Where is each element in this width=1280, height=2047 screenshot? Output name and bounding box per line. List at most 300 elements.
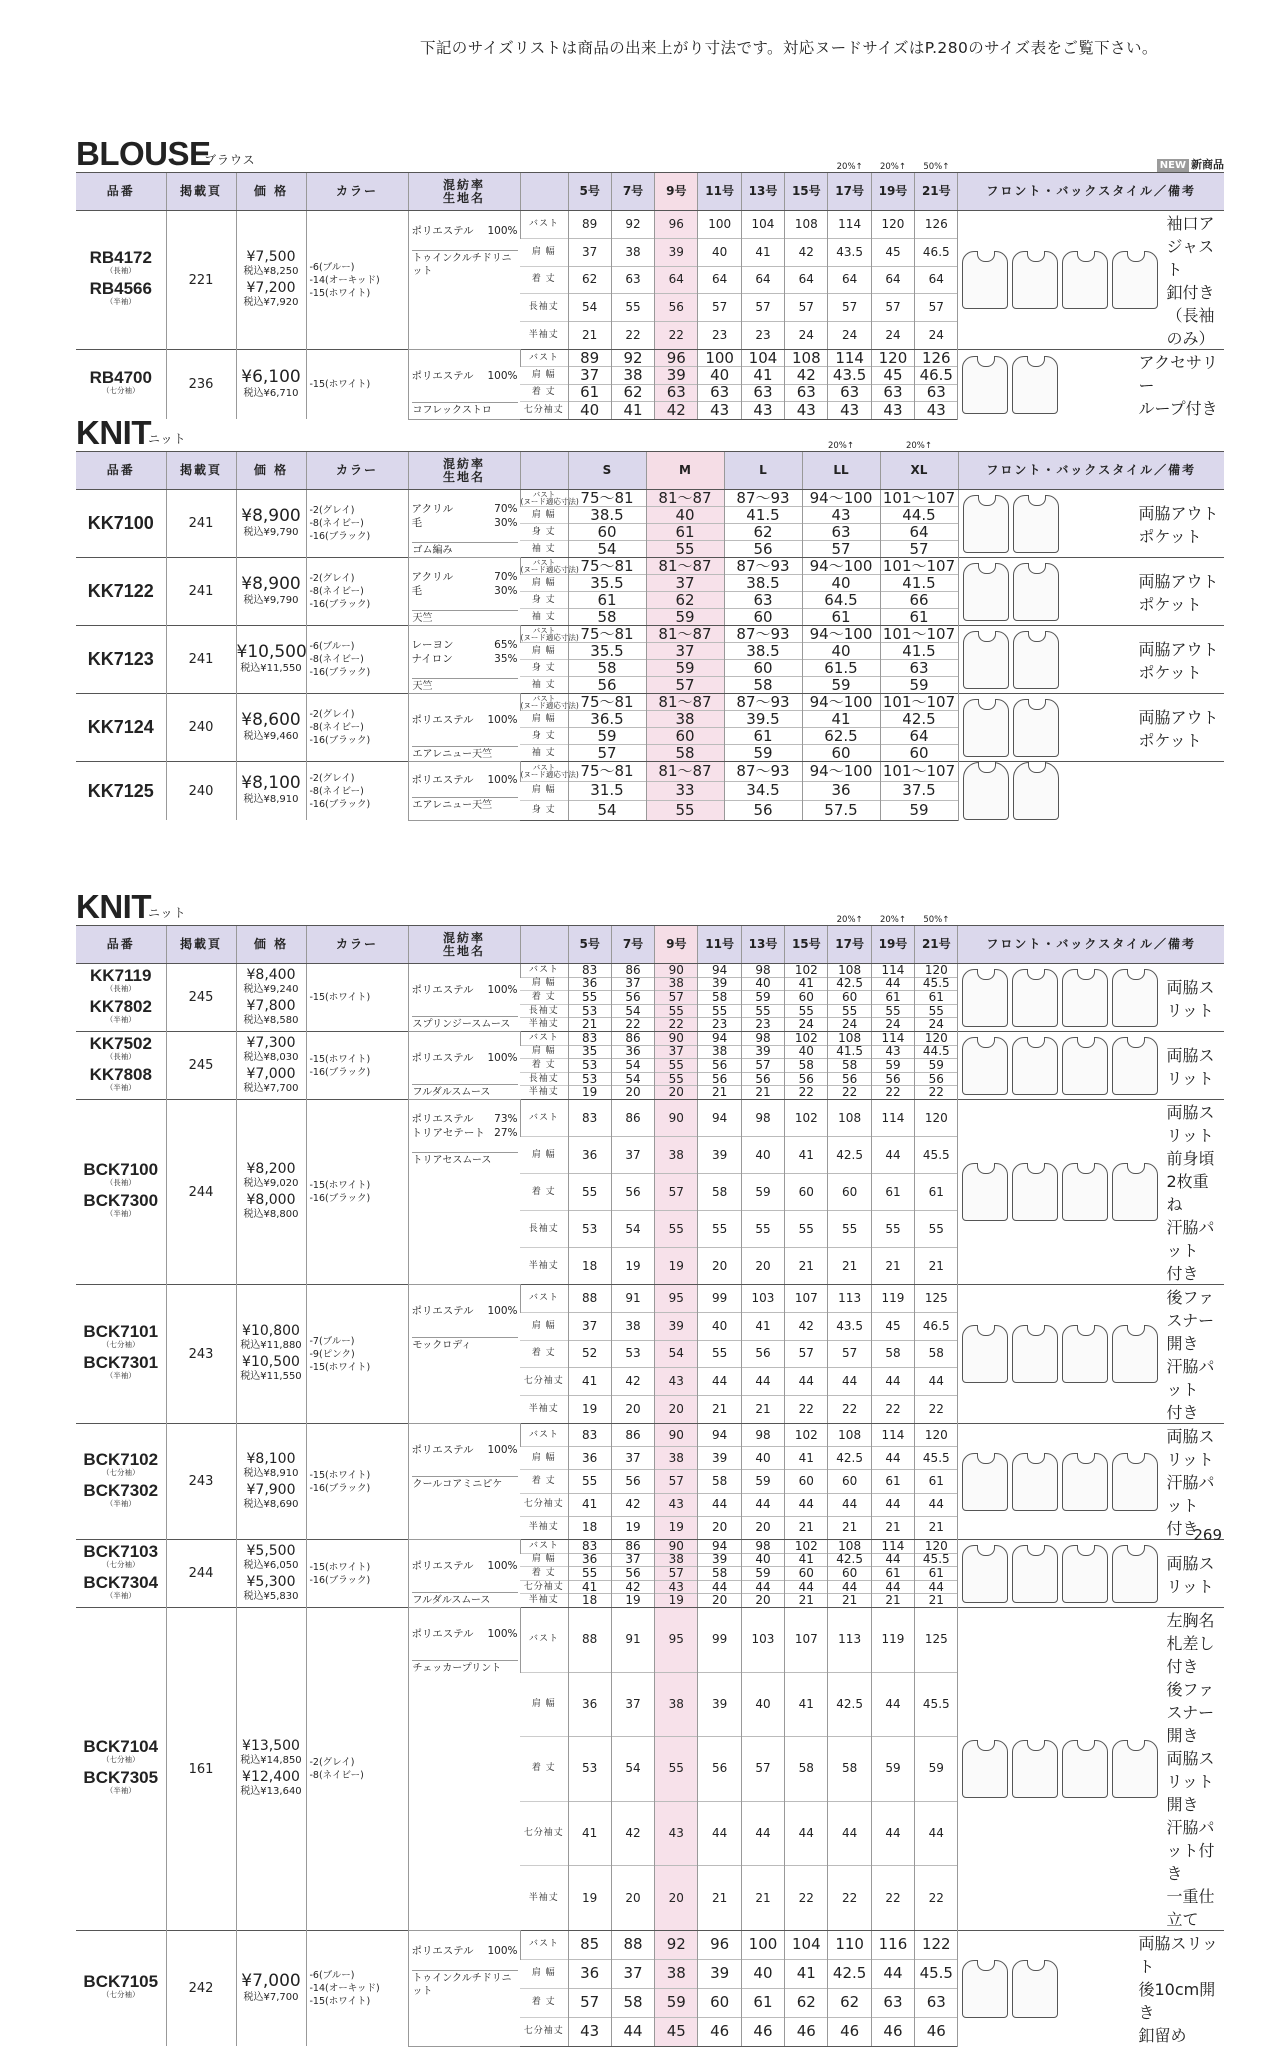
product-code-cell bbox=[76, 490, 166, 558]
size-value: 53 bbox=[568, 1004, 611, 1018]
garment-icon bbox=[1062, 1453, 1108, 1511]
size-value: 37 bbox=[646, 643, 724, 660]
size-value: 55 bbox=[698, 1340, 741, 1368]
size-value: 43 bbox=[785, 402, 828, 419]
size-value: 58 bbox=[828, 1737, 871, 1802]
size-value: 61 bbox=[741, 1988, 784, 2017]
size-value: 88 bbox=[611, 1931, 654, 1960]
size-value: 63 bbox=[828, 384, 871, 401]
garment-icon bbox=[1012, 251, 1058, 309]
size-value: 86 bbox=[611, 1032, 654, 1046]
color-option: -8(ネイビー) bbox=[309, 1770, 364, 1781]
style-note: 両脇アウトポケット bbox=[1138, 503, 1219, 546]
product-code-cell bbox=[76, 350, 166, 420]
size-value: 59 bbox=[915, 1737, 958, 1802]
size-value: 46 bbox=[871, 2017, 914, 2046]
size-value: 61.5 bbox=[802, 660, 880, 677]
product-sleeve: （半袖） bbox=[105, 1371, 136, 1380]
table-header-row bbox=[76, 173, 1224, 211]
catalog-page: 241 bbox=[166, 490, 236, 558]
size-value: 81〜87 bbox=[646, 694, 724, 711]
table-row bbox=[76, 490, 1224, 507]
garment-icon bbox=[963, 631, 1009, 689]
color-cell bbox=[306, 626, 408, 694]
measure-label: 肩 幅 bbox=[520, 977, 568, 991]
price-tax-incl: 税込¥7,700 bbox=[243, 1082, 299, 1094]
size-value: 21 bbox=[741, 1866, 784, 1931]
size-value: 92 bbox=[611, 350, 654, 367]
fiber-percent: 27% bbox=[494, 1127, 518, 1139]
fiber-percent: 30% bbox=[494, 585, 518, 597]
size-value: 42.5 bbox=[828, 1137, 871, 1174]
garment-icon bbox=[962, 356, 1008, 414]
fiber-name: ポリエステル bbox=[411, 1305, 474, 1317]
price-tax-incl: 税込¥8,910 bbox=[243, 794, 299, 805]
price-tax-incl: 税込¥8,690 bbox=[243, 1498, 299, 1510]
size-value: 39 bbox=[698, 1447, 741, 1470]
size-value: 59 bbox=[880, 801, 958, 821]
blend-cell bbox=[408, 350, 520, 420]
size-value: 44 bbox=[915, 1493, 958, 1516]
color-cell bbox=[306, 211, 408, 350]
size-value: 44 bbox=[828, 1801, 871, 1866]
size-value: 62.5 bbox=[802, 728, 880, 745]
style-note: 両脇スリット 後10cm開き 釦留め bbox=[1138, 1934, 1218, 2045]
price-tax-incl: 税込¥8,030 bbox=[243, 1051, 299, 1063]
size-value: 40 bbox=[741, 1137, 784, 1174]
style-cell bbox=[958, 964, 1224, 1032]
header-price: 価 格 bbox=[236, 173, 306, 211]
fabric-name: トリアセスムース bbox=[412, 1152, 518, 1167]
section-subtitle: ニット bbox=[148, 906, 187, 920]
style-cell bbox=[958, 1931, 1224, 2047]
size-value: 45 bbox=[871, 1312, 914, 1340]
fiber-name: レーヨン bbox=[411, 639, 454, 651]
size-value: 81〜87 bbox=[646, 558, 724, 575]
size-value: 20 bbox=[698, 1248, 741, 1285]
size-value: 22 bbox=[915, 1396, 958, 1424]
size-value: 20 bbox=[741, 1248, 784, 1285]
style-cell bbox=[958, 558, 1224, 626]
garment-icon bbox=[1012, 1163, 1058, 1221]
product-code: BCK7105 bbox=[83, 1972, 159, 1991]
size-value: 35.5 bbox=[568, 643, 646, 660]
size-value: 59 bbox=[724, 745, 802, 762]
catalog-page: 236 bbox=[166, 350, 236, 420]
size-value: 120 bbox=[915, 1540, 958, 1554]
size-value: 38 bbox=[611, 238, 654, 266]
size-value: 102 bbox=[785, 1424, 828, 1447]
size-value: 22 bbox=[828, 1866, 871, 1931]
size-value: 23 bbox=[741, 322, 784, 350]
size-value: 60 bbox=[828, 1470, 871, 1493]
size-value: 104 bbox=[785, 1931, 828, 1960]
product-code: KK7125 bbox=[87, 780, 154, 801]
size-value: 21 bbox=[871, 1516, 914, 1539]
measure-label: 肩 幅 bbox=[520, 781, 568, 801]
size-value: 20 bbox=[655, 1866, 698, 1931]
size-value: 44 bbox=[871, 1553, 914, 1567]
size-value: 41.5 bbox=[880, 643, 958, 660]
size-value: 44 bbox=[871, 977, 914, 991]
table-row bbox=[76, 350, 1224, 367]
size-value: 37 bbox=[611, 1959, 654, 1988]
measure-label: 肩 幅 bbox=[520, 1312, 568, 1340]
price: ¥10,500 bbox=[236, 641, 307, 662]
size-value: 56 bbox=[611, 1174, 654, 1211]
section-title: KNIT bbox=[76, 888, 151, 925]
style-note: アクセサリー ループ付き bbox=[1138, 353, 1218, 418]
price: ¥8,200 bbox=[246, 1161, 296, 1177]
product-code-cell bbox=[76, 694, 166, 762]
size-value: 59 bbox=[646, 609, 724, 626]
garment-icon bbox=[1062, 1325, 1108, 1383]
size-value: 43.5 bbox=[828, 238, 871, 266]
product-sleeve: （半袖） bbox=[105, 297, 136, 306]
color-cell bbox=[306, 1100, 408, 1285]
size-value: 55 bbox=[741, 1211, 784, 1248]
size-value: 19 bbox=[568, 1396, 611, 1424]
garment-illustrations bbox=[962, 1740, 1158, 1798]
size-value: 108 bbox=[828, 1540, 871, 1554]
color-option: -6(ブルー) bbox=[309, 641, 355, 652]
size-value: 56 bbox=[741, 1072, 784, 1086]
header-size: 21号 bbox=[915, 926, 958, 964]
size-value: 54 bbox=[611, 1004, 654, 1018]
size-value: 37 bbox=[568, 367, 611, 384]
size-value: 60 bbox=[724, 609, 802, 626]
size-value: 58 bbox=[568, 609, 646, 626]
size-value: 20 bbox=[611, 1396, 654, 1424]
size-value: 46 bbox=[741, 2017, 784, 2046]
size-value: 57 bbox=[655, 1567, 698, 1581]
size-value: 53 bbox=[568, 1072, 611, 1086]
garment-icon bbox=[1062, 1740, 1108, 1798]
catalog-page: 244 bbox=[166, 1100, 236, 1285]
size-value: 122 bbox=[915, 1931, 958, 1960]
product-code-cell bbox=[76, 1285, 166, 1424]
size-value: 43 bbox=[828, 402, 871, 419]
size-value: 61 bbox=[915, 1174, 958, 1211]
size-value: 57 bbox=[785, 294, 828, 322]
size-value: 43 bbox=[741, 402, 784, 419]
size-value: 108 bbox=[785, 211, 828, 239]
size-value: 38 bbox=[655, 1137, 698, 1174]
color-option: -16(ブラック) bbox=[309, 735, 371, 746]
size-value: 89 bbox=[568, 211, 611, 239]
product-sleeve: （半袖） bbox=[105, 1786, 136, 1795]
size-value: 38.5 bbox=[568, 507, 646, 524]
size-value: 114 bbox=[871, 1424, 914, 1447]
table-row bbox=[76, 558, 1224, 575]
measure-label: 肩 幅 bbox=[520, 507, 568, 524]
measure-label: 袖 丈 bbox=[520, 745, 568, 762]
size-value: 116 bbox=[871, 1931, 914, 1960]
header-size: 13号 bbox=[741, 173, 784, 211]
header-color: カラー bbox=[306, 926, 408, 964]
size-value: 58 bbox=[871, 1340, 914, 1368]
product-code-cell bbox=[76, 211, 166, 350]
fiber-blend bbox=[412, 1443, 518, 1457]
garment-illustrations bbox=[962, 1163, 1158, 1221]
size-value: 24 bbox=[915, 1018, 958, 1032]
size-value: 39 bbox=[741, 1045, 784, 1059]
header-size: 17号 bbox=[828, 926, 871, 964]
fiber-name: 毛 bbox=[411, 585, 422, 597]
garment-illustrations bbox=[962, 1545, 1158, 1603]
header-size: 5号 bbox=[568, 926, 611, 964]
size-value: 59 bbox=[741, 1174, 784, 1211]
size-note: 20%↑ bbox=[827, 441, 854, 451]
size-value: 44 bbox=[871, 1493, 914, 1516]
product-code: KK7124 bbox=[87, 717, 154, 737]
size-value: 19 bbox=[655, 1248, 698, 1285]
fiber-blend bbox=[412, 1304, 518, 1318]
measure-label: 肩 幅 bbox=[520, 1045, 568, 1059]
measure-label: 肩 幅 bbox=[520, 643, 568, 660]
size-value: 44 bbox=[611, 2017, 654, 2046]
size-value: 62 bbox=[611, 384, 654, 401]
size-value: 36 bbox=[802, 781, 880, 801]
size-value: 55 bbox=[611, 294, 654, 322]
style-cell bbox=[958, 1424, 1224, 1540]
garment-icon bbox=[1012, 1545, 1058, 1603]
style-note: 左胸名札差し付き 後ファスナー開き 両脇スリット開き 汗脇パット付き 一重仕立て bbox=[1166, 1611, 1215, 1929]
size-value: 21 bbox=[915, 1516, 958, 1539]
fiber-name: ポリエステル bbox=[411, 370, 474, 382]
color-option: -2(グレイ) bbox=[309, 772, 355, 784]
size-value: 53 bbox=[568, 1211, 611, 1248]
size-value: 57 bbox=[568, 745, 646, 762]
garment-icon bbox=[962, 1037, 1008, 1095]
blend-cell bbox=[408, 558, 520, 626]
size-value: 46.5 bbox=[915, 1312, 958, 1340]
size-value: 63 bbox=[698, 384, 741, 401]
color-option: -16(ブラック) bbox=[309, 1574, 371, 1586]
size-value: 62 bbox=[646, 592, 724, 609]
size-value: 58 bbox=[828, 1059, 871, 1073]
price-tax-incl: 税込¥9,790 bbox=[243, 594, 299, 606]
size-value: 55 bbox=[741, 1004, 784, 1018]
price: ¥7,900 bbox=[246, 1481, 296, 1498]
size-value: 56 bbox=[915, 1072, 958, 1086]
measure-label: 肩 幅 bbox=[520, 1137, 568, 1174]
header-size: 19号 bbox=[871, 926, 914, 964]
fiber-name: トリアセテート bbox=[411, 1127, 485, 1139]
size-note: 50%↑ bbox=[923, 162, 950, 172]
fiber-name: アクリル bbox=[411, 503, 454, 515]
table-header-row bbox=[76, 452, 1224, 490]
color-cell bbox=[306, 350, 408, 420]
size-value: 83 bbox=[568, 964, 611, 978]
size-value: 108 bbox=[785, 350, 828, 367]
color-option: -16(ブラック) bbox=[309, 531, 371, 542]
size-value: 102 bbox=[785, 964, 828, 978]
size-value: 40 bbox=[785, 1045, 828, 1059]
measure-label: 着 丈 bbox=[520, 1988, 568, 2017]
size-value: 54 bbox=[568, 541, 646, 558]
color-option: -15(ホワイト) bbox=[309, 1469, 371, 1481]
size-value: 55 bbox=[655, 1004, 698, 1018]
garment-icon bbox=[1012, 1453, 1058, 1511]
size-value: 92 bbox=[611, 211, 654, 239]
price: ¥7,000 bbox=[241, 1970, 301, 1991]
size-value: 94〜100 bbox=[802, 558, 880, 575]
size-value: 41 bbox=[785, 1447, 828, 1470]
size-value: 22 bbox=[611, 1018, 654, 1032]
size-value: 61 bbox=[871, 1470, 914, 1493]
size-value: 43 bbox=[915, 402, 958, 419]
color-cell bbox=[306, 1608, 408, 1931]
header-blend: 混紡率 生地名 bbox=[408, 452, 520, 490]
size-value: 56 bbox=[871, 1072, 914, 1086]
fabric-name: エアレニュー天竺 bbox=[412, 797, 518, 812]
size-value: 39 bbox=[655, 1312, 698, 1340]
style-note: 両脇スリット bbox=[1166, 1045, 1215, 1088]
product-sleeve: （七分袖） bbox=[102, 386, 140, 395]
price-cell bbox=[236, 1032, 306, 1100]
fiber-percent: 73% bbox=[494, 1113, 518, 1125]
product-sleeve: （長袖） bbox=[105, 1178, 136, 1187]
size-value: 114 bbox=[828, 211, 871, 239]
color-cell bbox=[306, 694, 408, 762]
garment-icon bbox=[962, 1453, 1008, 1511]
price: ¥12,400 bbox=[242, 1769, 300, 1785]
color-option: -16(ブラック) bbox=[309, 1482, 371, 1494]
size-note: 20%↑ bbox=[905, 441, 932, 451]
product-code: BCK7300 bbox=[83, 1191, 159, 1210]
size-value: 55 bbox=[698, 1004, 741, 1018]
style-cell bbox=[958, 211, 1224, 350]
size-value: 119 bbox=[871, 1285, 914, 1313]
size-value: 36 bbox=[568, 1553, 611, 1567]
measure-label: 肩 幅 bbox=[520, 1959, 568, 1988]
size-value: 41 bbox=[785, 1137, 828, 1174]
fiber-name: 毛 bbox=[411, 517, 422, 529]
size-value: 59 bbox=[655, 1988, 698, 2017]
price-cell bbox=[236, 490, 306, 558]
table-row bbox=[76, 1540, 1224, 1554]
size-value: 55 bbox=[568, 1567, 611, 1581]
header-measure bbox=[520, 926, 568, 964]
size-value: 94〜100 bbox=[802, 762, 880, 782]
size-value: 44 bbox=[871, 1801, 914, 1866]
garment-icon bbox=[1112, 1740, 1158, 1798]
size-value: 54 bbox=[568, 801, 646, 821]
size-value: 56 bbox=[785, 1072, 828, 1086]
size-value: 91 bbox=[611, 1608, 654, 1673]
color-cell bbox=[306, 1540, 408, 1608]
size-note: 20%↑ bbox=[836, 915, 863, 925]
size-value: 44 bbox=[828, 1493, 871, 1516]
size-value: 22 bbox=[655, 322, 698, 350]
section-knit-cardigan bbox=[76, 413, 1224, 821]
size-value: 53 bbox=[568, 1059, 611, 1073]
size-value: 38 bbox=[646, 711, 724, 728]
size-value: 120 bbox=[871, 211, 914, 239]
size-value: 44 bbox=[741, 1368, 784, 1396]
size-value: 24 bbox=[785, 322, 828, 350]
fiber-blend bbox=[412, 1559, 518, 1573]
fabric-name: 天竺 bbox=[412, 610, 518, 625]
garment-icon bbox=[1112, 1545, 1158, 1603]
size-value: 31.5 bbox=[568, 781, 646, 801]
size-value: 41 bbox=[741, 1312, 784, 1340]
header-size: 15号 bbox=[785, 926, 828, 964]
size-value: 21 bbox=[785, 1594, 828, 1608]
measure-label: 七分袖丈 bbox=[520, 1801, 568, 1866]
fiber-percent: 30% bbox=[494, 517, 518, 529]
header-code: 品番 bbox=[76, 452, 166, 490]
size-value: 64 bbox=[871, 266, 914, 294]
size-value: 63 bbox=[741, 384, 784, 401]
measure-label: バスト bbox=[520, 1424, 568, 1447]
size-value: 87〜93 bbox=[724, 490, 802, 507]
garment-icon bbox=[1112, 1325, 1158, 1383]
size-value: 88 bbox=[568, 1608, 611, 1673]
size-value: 37 bbox=[611, 1553, 654, 1567]
size-value: 38 bbox=[611, 1312, 654, 1340]
header-size: 13号 bbox=[741, 926, 784, 964]
garment-icon bbox=[1112, 1037, 1158, 1095]
size-value: 54 bbox=[611, 1211, 654, 1248]
size-value: 38 bbox=[698, 1045, 741, 1059]
section-header bbox=[76, 887, 1224, 925]
table-row bbox=[76, 1100, 1224, 1137]
header-blend: 混紡率 生地名 bbox=[408, 926, 520, 964]
size-value: 42.5 bbox=[828, 1959, 871, 1988]
blend-cell bbox=[408, 694, 520, 762]
size-value: 64 bbox=[828, 266, 871, 294]
size-value: 22 bbox=[871, 1866, 914, 1931]
catalog-page: 243 bbox=[166, 1285, 236, 1424]
size-value: 59 bbox=[915, 1059, 958, 1073]
garment-icon bbox=[1012, 1325, 1058, 1383]
blend-cell bbox=[408, 626, 520, 694]
size-value: 58 bbox=[698, 1174, 741, 1211]
measure-label: 半袖丈 bbox=[520, 1866, 568, 1931]
size-value: 87〜93 bbox=[724, 626, 802, 643]
size-value: 59 bbox=[741, 991, 784, 1005]
product-sleeve: （長袖） bbox=[105, 983, 136, 993]
new-product-legend bbox=[1157, 156, 1224, 172]
fiber-percent: 100% bbox=[487, 1444, 518, 1456]
style-cell bbox=[958, 350, 1224, 420]
size-value: 53 bbox=[568, 1737, 611, 1802]
measure-label: 七分袖丈 bbox=[520, 1580, 568, 1594]
size-value: 100 bbox=[698, 350, 741, 367]
size-value: 110 bbox=[828, 1931, 871, 1960]
size-value: 60 bbox=[568, 524, 646, 541]
price: ¥7,000 bbox=[246, 1065, 296, 1082]
product-code: BCK7301 bbox=[83, 1353, 159, 1372]
size-value: 56 bbox=[698, 1737, 741, 1802]
blend-cell bbox=[408, 490, 520, 558]
product-code: BCK7304 bbox=[83, 1572, 159, 1592]
fiber-percent: 100% bbox=[487, 984, 518, 996]
size-value: 38.5 bbox=[724, 575, 802, 592]
size-value: 46 bbox=[698, 2017, 741, 2046]
size-value: 104 bbox=[741, 211, 784, 239]
size-value: 38 bbox=[655, 1447, 698, 1470]
size-value: 37 bbox=[611, 1137, 654, 1174]
table-row bbox=[76, 1032, 1224, 1046]
price-cell bbox=[236, 626, 306, 694]
fiber-name: ポリエステル bbox=[411, 1444, 474, 1456]
new-badge: NEW bbox=[1157, 159, 1189, 172]
size-value: 120 bbox=[915, 1424, 958, 1447]
size-value: 44.5 bbox=[880, 507, 958, 524]
